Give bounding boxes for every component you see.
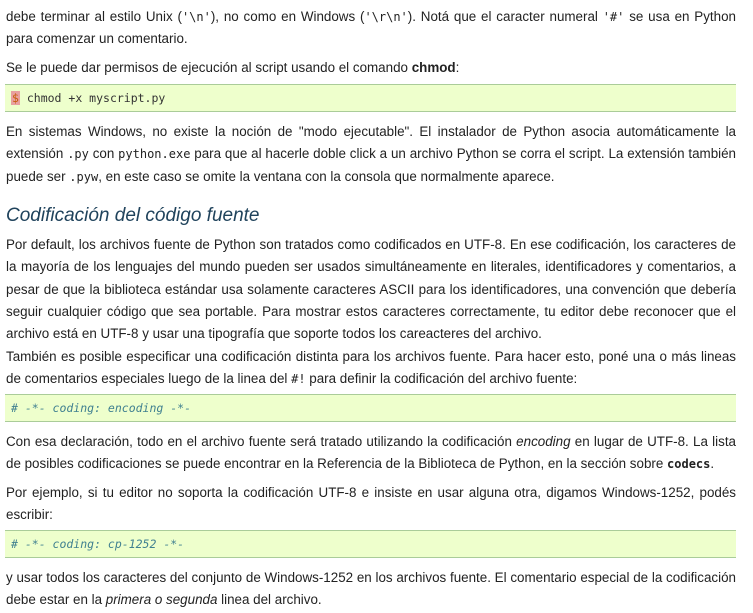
bold-term: chmod	[411, 60, 456, 75]
paragraph-example: Por ejemplo, si tu editor no soporta la codificación UTF-8 e insiste en usar alguna otra, digamos Windows-1252, podés escribir:	[6, 485, 736, 523]
code-comment: # -*- coding: encoding -*-	[11, 401, 192, 415]
text: .	[710, 456, 715, 472]
text: y usar todos los caracteres del conjunto de Windows-1252 en los archivos fuente. El comentario especial de la codificación debe estar en la	[6, 570, 736, 608]
text: Se le puede dar permisos de ejecución al script usando el comando	[6, 60, 412, 75]
inline-code: python.exe	[118, 147, 191, 162]
code-comment: # -*- coding: cp-1252 -*-	[11, 537, 185, 551]
text: , en este caso se omite la ventana con la consola que normalmente aparece.	[98, 168, 555, 184]
paragraph-codecs	[6, 431, 736, 476]
inline-code: '#'	[602, 10, 625, 24]
text: ), no como en Windows (	[210, 9, 365, 24]
italic-term: encoding	[516, 434, 571, 449]
text: para definir la codificación del archivo fuente:	[305, 371, 578, 387]
inline-code: .pyw	[69, 169, 99, 184]
paragraph-utf8: Por default, los archivos fuente de Python son tratados como codificados en UTF-8. En ese codificación, los caracteres de la mayoría de los lenguajes del mundo pueden ser usados simultáneamente en literales, identificadores y comentarios, a pesar de que la biblioteca estándar usa solamente caracteres ASCII para los identificadores, una convención que debería seguir cualquier código que sea portable. Para mostrar estos caracteres correctamente, tu editor debe reconocer que el archivo está en UTF-8 y usar una tipografía que soporte todos los careacteres del archivo.	[6, 237, 736, 342]
paragraph-encoding-declaration	[6, 346, 736, 391]
text: Con esa declaración, todo en el archivo fuente será tratado utilizando la codificación	[6, 434, 517, 449]
text: En sistemas Windows, no existe la noción de "modo ejecutable". El instalador de Python asocia automáticamente la extensión	[6, 124, 736, 162]
inline-code: '\r\n'	[364, 10, 408, 24]
shell-command: chmod +x myscript.py	[19, 91, 166, 105]
italic-term: primera o segunda	[105, 592, 218, 608]
inline-code: '\n'	[181, 10, 211, 24]
section-heading: Codificación del código fuente	[6, 205, 260, 226]
text: También es posible especificar una codificación distinta para los archivos fuente. Para hacer esto, poné una o más lineas de comentarios especiales luego de la linea del	[6, 349, 736, 387]
text: debe terminar al estilo Unix (	[6, 9, 182, 24]
inline-code: codecs	[667, 457, 711, 472]
inline-code: .py	[67, 147, 89, 162]
paragraph-line-endings	[6, 6, 736, 51]
code-block-cp1252	[5, 530, 736, 558]
code-block-encoding	[5, 394, 736, 422]
code-block-chmod	[5, 84, 736, 112]
text: :	[455, 60, 460, 75]
inline-code: #!	[291, 372, 306, 387]
paragraph-chmod	[6, 57, 736, 79]
text: se usa en Python para comenzar un comentario.	[6, 9, 736, 47]
text: en lugar de UTF-8. La lista de posibles codificaciones se puede encontrar en la Referencia de la Biblioteca de Python, en la sección sobre	[6, 434, 736, 472]
text: para que al hacerle doble click a un archivo Python se corra el script. La extensión también puede ser	[6, 146, 737, 184]
paragraph-first-or-second-line	[6, 567, 736, 612]
text: ). Notá que el caracter numeral	[407, 9, 603, 24]
shell-prompt: $	[12, 91, 19, 105]
text: linea del archivo.	[217, 592, 322, 608]
paragraph-windows	[6, 121, 736, 188]
code-line	[11, 91, 165, 105]
text: con	[88, 146, 119, 162]
